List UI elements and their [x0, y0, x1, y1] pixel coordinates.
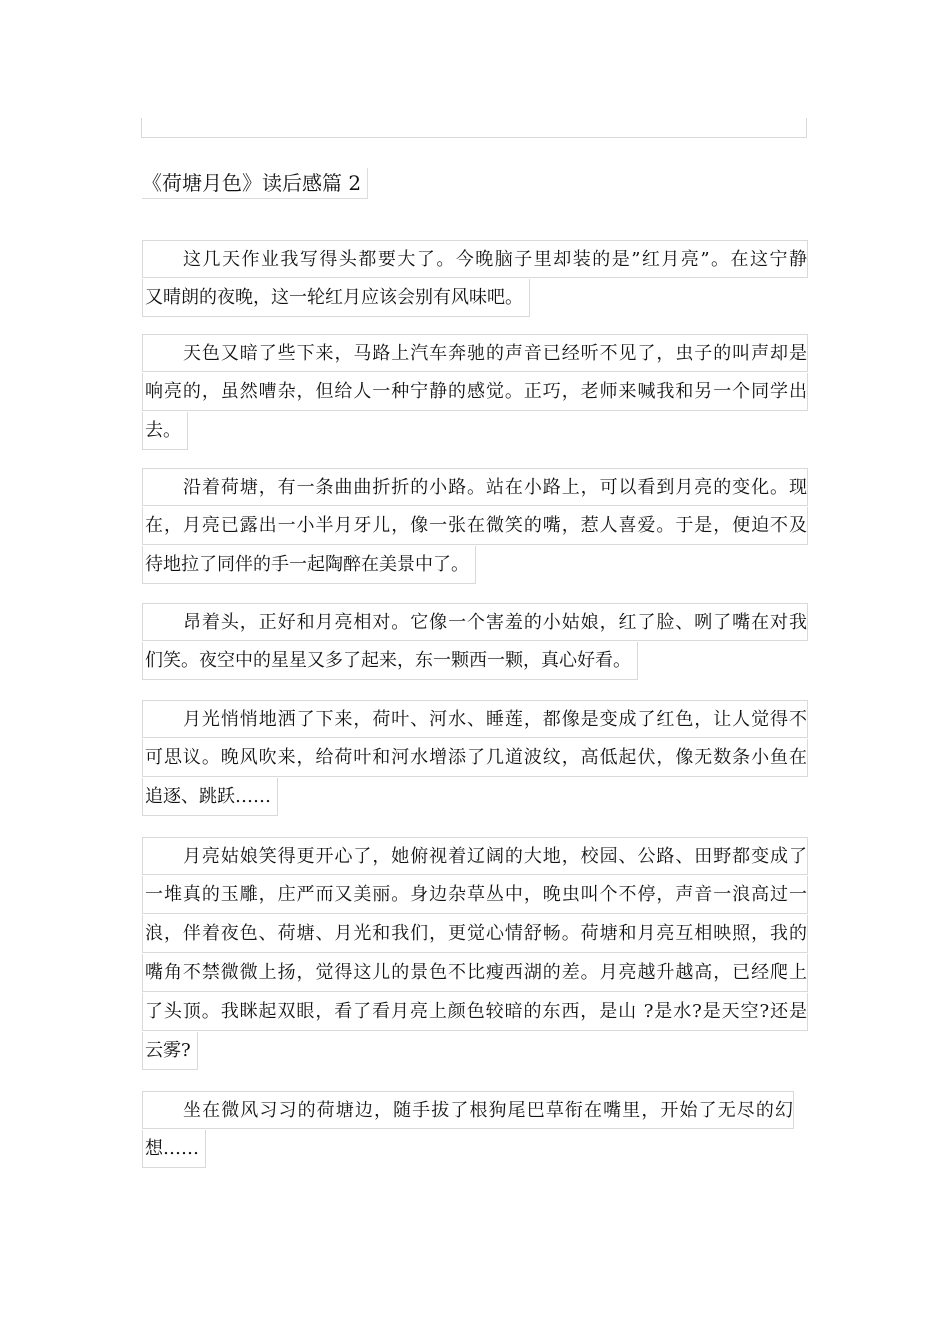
paragraph-line: 们笑。夜空中的星星又多了起来，东一颗西一颗，真心好看。 — [142, 642, 638, 680]
paragraph-7 — [142, 1091, 808, 1173]
paragraph-line: 这几天作业我写得头都要大了。今晚脑子里却装的是”红月亮”。在这宁静 — [142, 240, 808, 278]
paragraph-2 — [142, 334, 808, 455]
paragraph-4 — [142, 603, 808, 685]
paragraph-line: 想…… — [142, 1130, 206, 1168]
paragraph-line: 月亮姑娘笑得更开心了，她俯视着辽阔的大地，校园、公路、田野都变成了 — [142, 837, 808, 875]
paragraph-1 — [142, 240, 808, 322]
paragraph-line: 天色又暗了些下来，马路上汽车奔驰的声音已经听不见了，虫子的叫声却是 — [142, 334, 808, 372]
paragraph-line: 待地拉了同伴的手一起陶醉在美景中了。 — [142, 546, 476, 584]
paragraph-line: 月光悄悄地洒了下来，荷叶、河水、睡莲，都像是变成了红色，让人觉得不 — [142, 700, 808, 738]
paragraph-3 — [142, 468, 808, 589]
paragraph-line: 又晴朗的夜晚，这一轮红月应该会别有风味吧。 — [142, 279, 530, 317]
paragraph-6 — [142, 837, 808, 1075]
paragraph-line: 云雾? — [142, 1032, 198, 1070]
document-title: 《荷塘月色》读后感篇 2 — [142, 168, 368, 199]
paragraph-line: 浪，伴着夜色、荷塘、月光和我们，更觉心情舒畅。荷塘和月亮互相映照，我的 — [142, 915, 808, 953]
paragraph-5 — [142, 700, 808, 821]
header-box — [141, 118, 807, 138]
paragraph-line: 追逐、跳跃…… — [142, 778, 278, 816]
paragraph-line: 响亮的，虽然嘈杂，但给人一种宁静的感觉。正巧，老师来喊我和另一个同学出 — [142, 373, 808, 411]
paragraph-line: 昂着头，正好和月亮相对。它像一个害羞的小姑娘，红了脸、咧了嘴在对我 — [142, 603, 808, 641]
paragraph-line: 坐在微风习习的荷塘边，随手拔了根狗尾巴草衔在嘴里，开始了无尽的幻 — [142, 1091, 794, 1129]
paragraph-line: 在，月亮已露出一小半月牙儿，像一张在微笑的嘴，惹人喜爱。于是，便迫不及 — [142, 507, 808, 545]
paragraph-line: 沿着荷塘，有一条曲曲折折的小路。站在小路上，可以看到月亮的变化。现 — [142, 468, 808, 506]
paragraph-line: 了头顶。我眯起双眼，看了看月亮上颜色较暗的东西，是山 ?是水?是天空?还是 — [142, 993, 808, 1031]
paragraph-line: 嘴角不禁微微上扬，觉得这儿的景色不比瘦西湖的差。月亮越升越高，已经爬上 — [142, 954, 808, 992]
paragraph-line: 可思议。晚风吹来，给荷叶和河水增添了几道波纹，高低起伏，像无数条小鱼在 — [142, 739, 808, 777]
paragraph-line: 一堆真的玉雕，庄严而又美丽。身边杂草丛中，晚虫叫个不停，声音一浪高过一 — [142, 876, 808, 914]
paragraph-line: 去。 — [142, 412, 188, 450]
